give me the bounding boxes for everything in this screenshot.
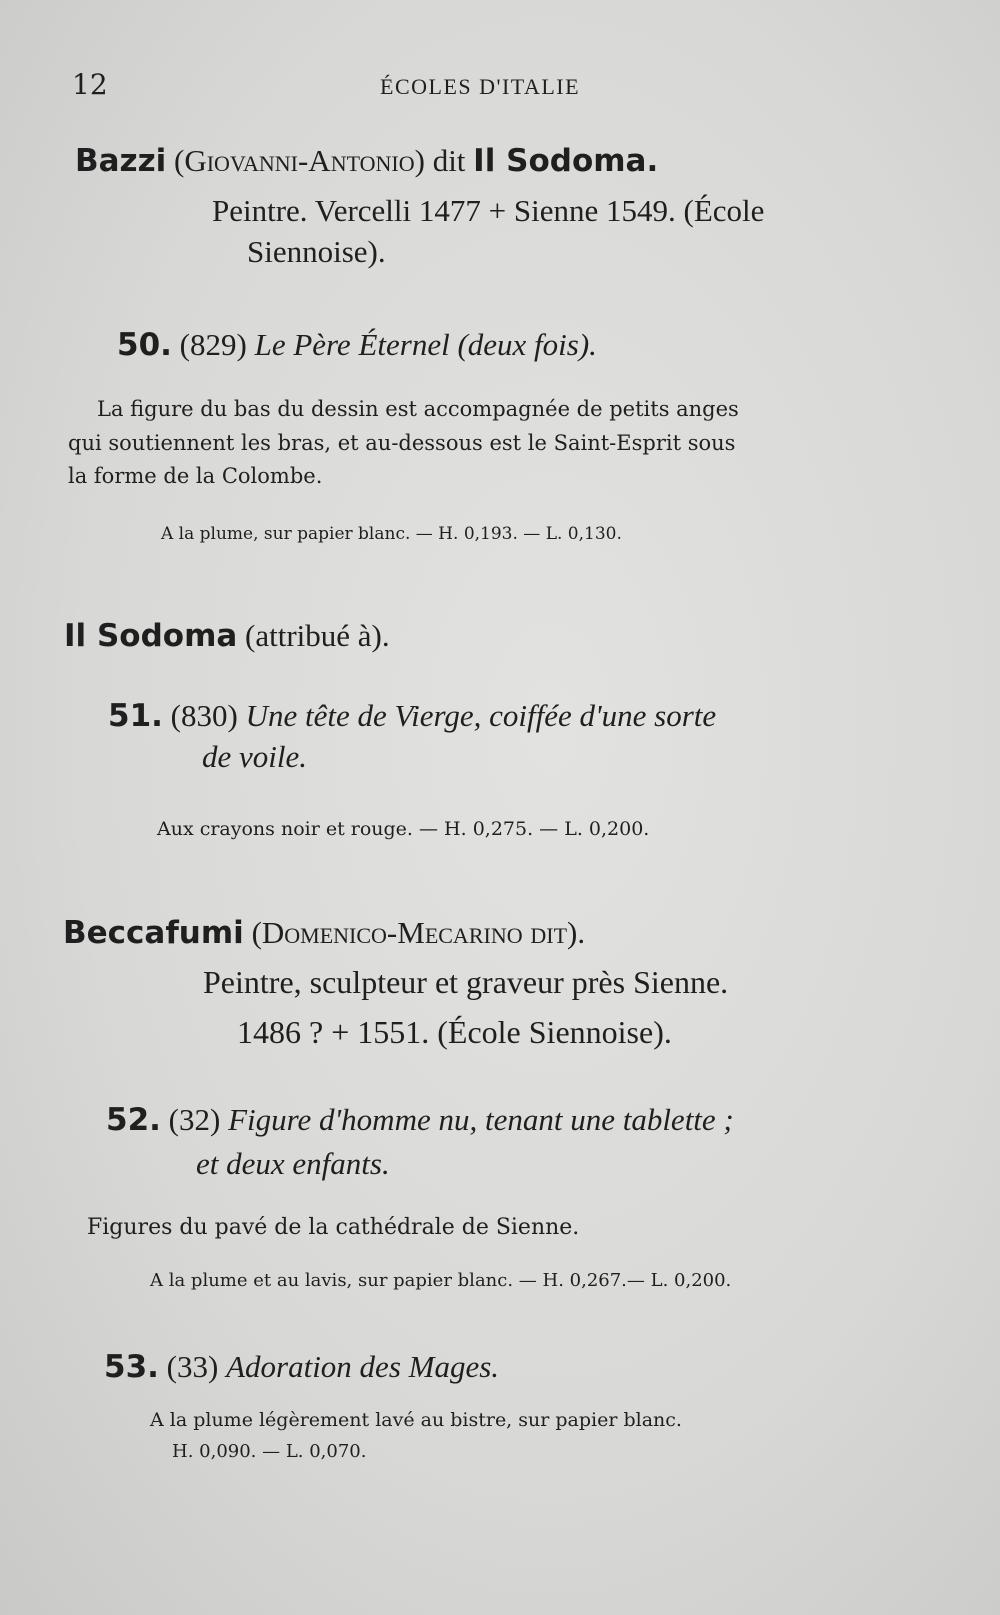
catalog-item-title	[108, 698, 716, 734]
item-technique: Aux crayons noir et rouge. — H. 0,275. — L. 0,200.	[157, 818, 650, 840]
catalog-item-title	[106, 1102, 734, 1138]
artist-detail: (Giovanni-Antonio)	[174, 143, 425, 178]
artist-bio-line: 1486 ? + 1551. (École Siennoise).	[237, 1014, 672, 1050]
item-description-line: La figure du bas du dessin est accompagnée de petits anges	[97, 397, 739, 421]
dit-word: dit	[432, 143, 466, 178]
item-number: 51.	[108, 698, 163, 734]
item-description: Figures du pavé de la cathédrale de Sienne.	[87, 1215, 580, 1240]
page-number: 12	[72, 68, 108, 101]
artist-heading-bazzi	[75, 143, 658, 179]
item-technique: A la plume et au lavis, sur papier blanc. — H. 0,267.— L. 0,200.	[150, 1270, 732, 1291]
artist-detail: (Domenico-Mecarino dit).	[251, 915, 586, 950]
artist-detail: (attribué à).	[245, 618, 390, 653]
item-number: 50.	[117, 327, 172, 363]
artist-bio-line: Peintre. Vercelli 1477 + Sienne 1549. (École	[212, 193, 765, 228]
item-title: Une tête de Vierge, coiffée d'une sorte	[245, 698, 717, 733]
artist-heading-beccafumi	[63, 915, 585, 951]
item-technique: A la plume, sur papier blanc. — H. 0,193. — L. 0,130.	[161, 524, 622, 544]
artist-name: Beccafumi	[63, 915, 244, 951]
artist-bio-line: Siennoise).	[247, 234, 386, 269]
catalog-item-title	[117, 327, 597, 363]
item-title: Adoration des Mages.	[226, 1349, 500, 1384]
artist-name: Bazzi	[75, 143, 167, 179]
item-title: Le Père Éternel (deux fois).	[254, 327, 597, 362]
item-ref: (32)	[168, 1102, 221, 1137]
item-title: Figure d'homme nu, tenant une tablette ;	[228, 1102, 734, 1137]
item-ref: (829)	[179, 327, 247, 362]
item-description-line: la forme de la Colombe.	[68, 464, 323, 488]
item-title-continued: de voile.	[202, 739, 308, 774]
item-ref: (33)	[166, 1349, 219, 1384]
item-ref: (830)	[170, 698, 238, 733]
item-technique: A la plume légèrement lavé au bistre, sur papier blanc.	[150, 1409, 682, 1431]
item-number: 52.	[106, 1102, 161, 1138]
item-title-continued: et deux enfants.	[196, 1146, 390, 1181]
artist-heading-il-sodoma	[64, 618, 390, 654]
artist-name: Il Sodoma	[64, 618, 238, 654]
item-description-line: qui soutiennent les bras, et au-dessous est le Saint-Esprit sous	[68, 431, 736, 455]
artist-bio-line: Peintre, sculpteur et graveur près Sienne.	[203, 964, 729, 1000]
item-technique-dimensions: H. 0,090. — L. 0,070.	[172, 1441, 367, 1462]
artist-alias: Il Sodoma.	[473, 143, 659, 179]
running-title: ÉCOLES D'ITALIE	[380, 74, 581, 99]
catalog-item-title	[104, 1349, 499, 1385]
item-number: 53.	[104, 1349, 159, 1385]
